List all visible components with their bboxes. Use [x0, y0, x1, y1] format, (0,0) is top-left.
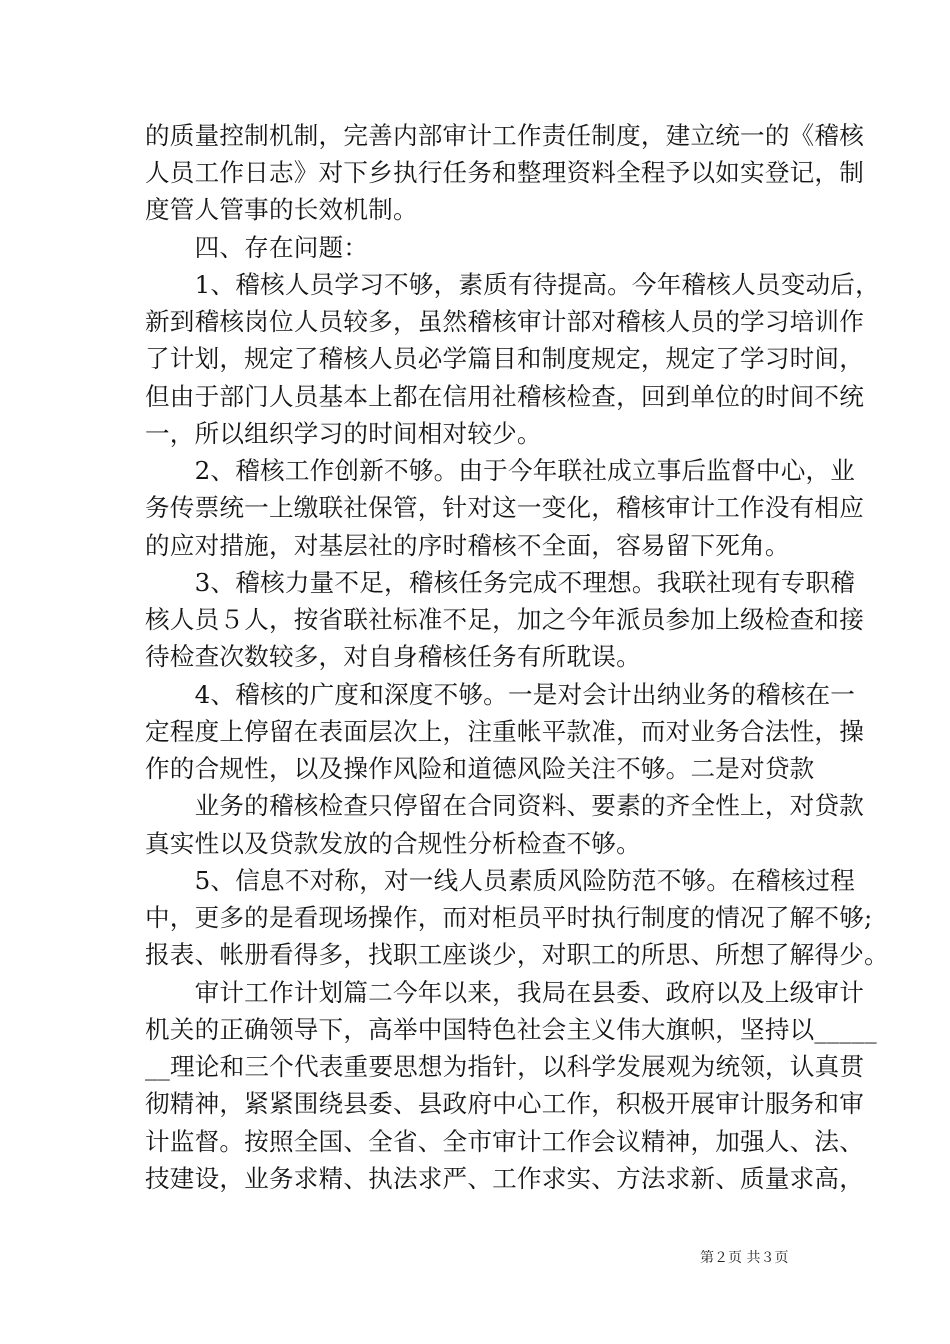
text-line: 的应对措施，对基层社的序时稽核不全面，容易留下死角。: [145, 531, 790, 560]
text-line: 人员工作日志》对下乡执行任务和整理资料全程予以如实登记，制: [145, 158, 865, 187]
text-line: 但由于部门人员基本上都在信用社稽核检查，回到单位的时间不统: [145, 382, 865, 411]
text-line: 度管人管事的长效机制。: [145, 195, 418, 224]
text-line: 作的合规性，以及操作风险和道德风险关注不够。二是对贷款: [145, 754, 815, 783]
text-line: 机关的正确领导下，高举中国特色社会主义伟大旗帜，坚持以_____: [145, 1015, 877, 1044]
text-line: 3、稽核力量不足，稽核任务完成不理想。我联社现有专职稽: [145, 568, 856, 597]
text-line: 报表、帐册看得多，找职工座谈少，对职工的所思、所想了解得少。: [145, 940, 889, 969]
text-line: __理论和三个代表重要思想为指针，以科学发展观为统领，认真贯: [145, 1052, 865, 1081]
section-heading: 四、存在问题：: [145, 233, 369, 262]
text-line: 1、稽核人员学习不够，素质有待提高。今年稽核人员变动后，: [145, 270, 880, 299]
text-line: 计监督。按照全国、全省、全市审计工作会议精神，加强人、法、: [145, 1127, 865, 1156]
text-line: 4、稽核的广度和深度不够。一是对会计出纳业务的稽核在一: [145, 680, 856, 709]
text-line: 务传票统一上缴联社保管，针对这一变化，稽核审计工作没有相应: [145, 493, 865, 522]
text-line: 彻精神，紧紧围绕县委、县政府中心工作，积极开展审计服务和审: [145, 1089, 865, 1118]
text-line: 2、稽核工作创新不够。由于今年联社成立事后监督中心，业: [145, 456, 856, 485]
text-line: 的质量控制机制，完善内部审计工作责任制度，建立统一的《稽核: [145, 121, 865, 150]
text-line: 中，更多的是看现场操作，而对柜员平时执行制度的情况了解不够;: [145, 903, 873, 932]
text-line: 技建设，业务求精、执法求严、工作求实、方法求新、质量求高，: [145, 1164, 865, 1193]
text-line: 定程度上停留在表面层次上，注重帐平款准，而对业务合法性，操: [145, 717, 865, 746]
page-number: 第２页 共３页: [700, 1250, 789, 1266]
text-line: 5、信息不对称，对一线人员素质风险防范不够。在稽核过程: [145, 866, 856, 895]
text-line: 新到稽核岗位人员较多，虽然稽核审计部对稽核人员的学习培训作: [145, 307, 865, 336]
text-line: 业务的稽核检查只停留在合同资料、要素的齐全性上，对贷款: [145, 791, 865, 820]
text-line: 审计工作计划篇二今年以来，我局在县委、政府以及上级审计: [145, 978, 865, 1007]
text-line: 待检查次数较多，对自身稽核任务有所耽误。: [145, 642, 641, 671]
text-line: 真实性以及贷款发放的合规性分析检查不够。: [145, 829, 641, 858]
text-line: 一，所以组织学习的时间相对较少。: [145, 419, 542, 448]
text-line: 核人员５人，按省联社标准不足，加之今年派员参加上级检查和接: [145, 605, 865, 634]
text-line: 了计划，规定了稽核人员必学篇目和制度规定，规定了学习时间，: [145, 344, 865, 373]
